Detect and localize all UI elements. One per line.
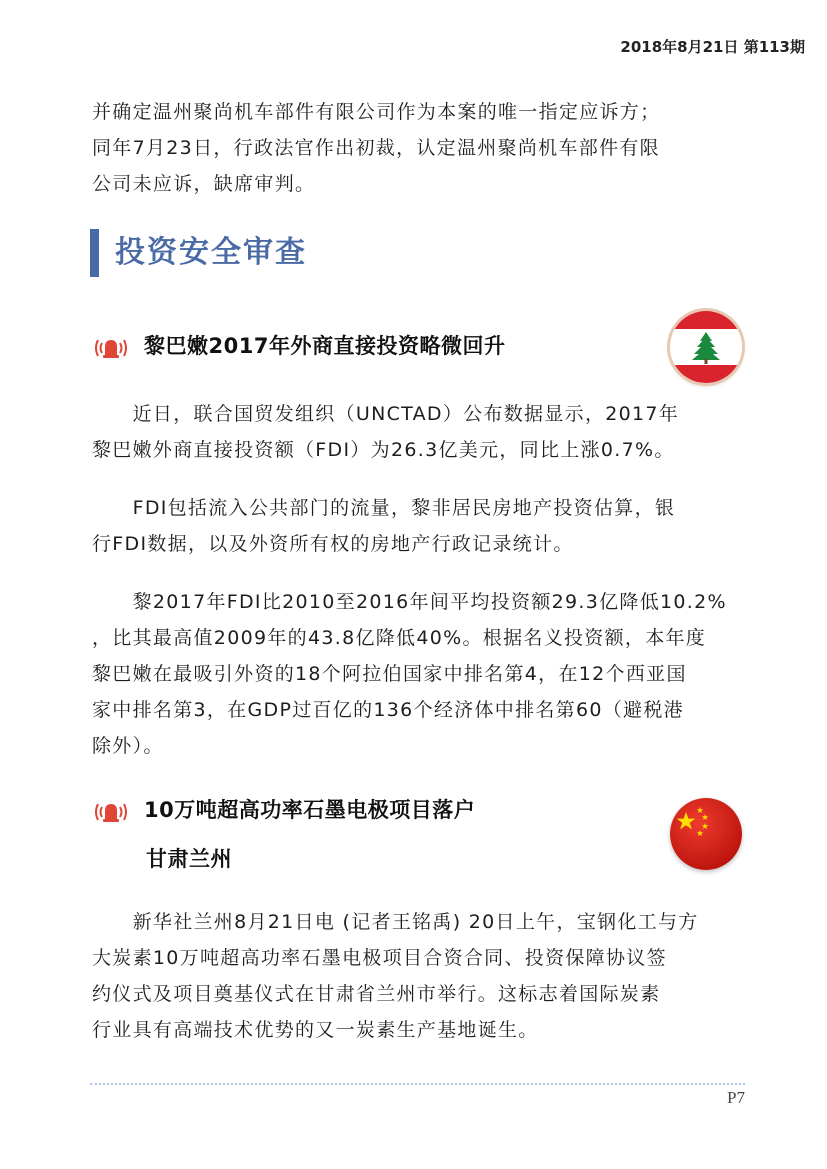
header-date-issue: 2018年8月21日 第113期: [620, 38, 805, 56]
section-title: 投资安全审查: [90, 229, 307, 277]
alarm-bell-icon: [92, 799, 130, 825]
lebanon-flag-icon: [670, 311, 742, 383]
intro-paragraph: 并确定温州聚尚机车部件有限公司作为本案的唯一指定应诉方； 同年7月23日，行政法官作出初裁，认定温州聚尚机车部件有限 公司未应诉，缺席审判。: [92, 101, 661, 195]
news1-title: 黎巴嫩2017年外商直接投资略微回升: [144, 334, 506, 358]
news1-heading: [92, 331, 505, 361]
news1-paragraph-1: 近日，联合国贸发组织（UNCTAD）公布数据显示，2017年 黎巴嫩外商直接投资额（FDI）为26.3亿美元，同比上涨0.7%。: [92, 403, 680, 461]
news1-paragraph-2: FDI包括流入公共部门的流量，黎非居民房地产投资估算，银 行FDI数据，以及外资所有权的房地产行政记录统计。: [92, 497, 676, 555]
news2-paragraph-1: 新华社兰州8月21日电 (记者王铭禹) 20日上午，宝钢化工与方 大炭素10万吨超高功率石墨电极项目合资合同、投资保障协议签 约仪式及项目奠基仪式在甘肃省兰州市举行。这标志着国际炭素 行业具有高端技术优势的又一炭素生产基地诞生。: [92, 911, 699, 1041]
news1-paragraph-3: 黎2017年FDI比2010至2016年间平均投资额29.3亿降低10.2% ，比其最高值2009年的43.8亿降低40%。根据名义投资额，本年度 黎巴嫩在最吸引外资的18个阿拉伯国家中排名第4，在12个西亚国 家中排名第3，在GDP过百亿的136个经济体中排名第60（避税港 除外）。: [92, 591, 727, 757]
news2-title-line1: 10万吨超高功率石墨电极项目落户: [144, 798, 476, 822]
alarm-bell-icon: [92, 335, 130, 361]
china-flag-icon: [670, 798, 742, 870]
footer-divider: [90, 1083, 745, 1085]
news2-heading: [92, 795, 475, 825]
page-number: P7: [727, 1088, 745, 1107]
news2-title-line2: 甘肃兰州: [146, 847, 232, 871]
